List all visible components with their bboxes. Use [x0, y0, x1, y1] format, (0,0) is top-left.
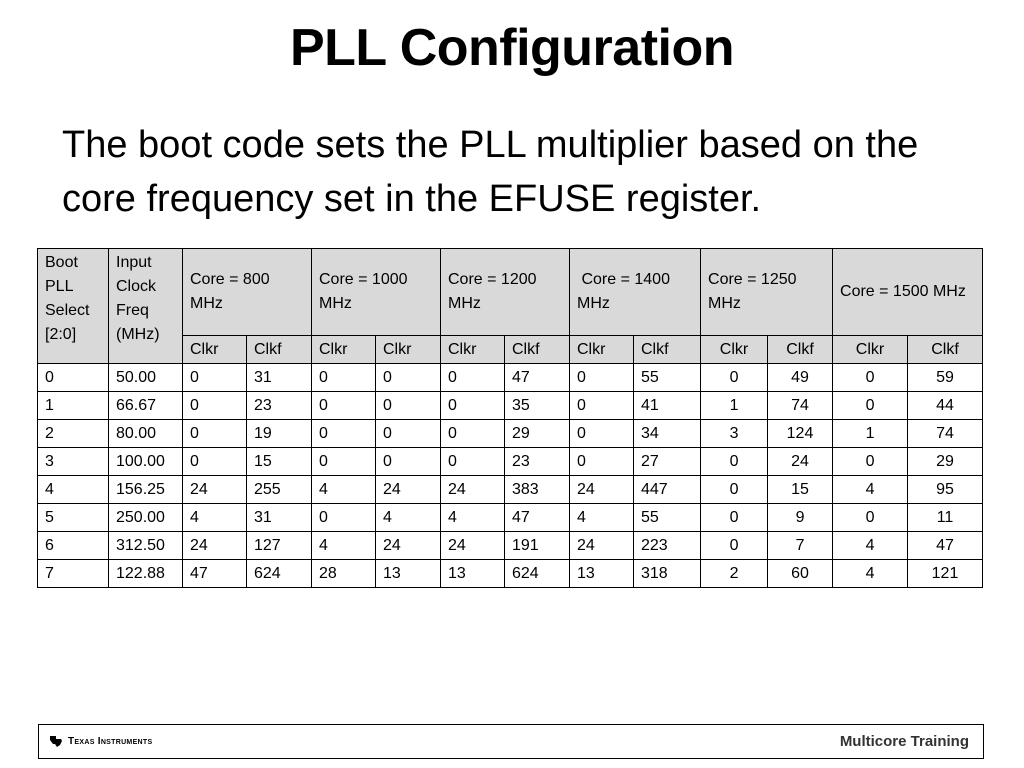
table-cell: 4 [833, 532, 908, 560]
table-cell: 24 [441, 476, 505, 504]
table-cell: 4 [38, 476, 109, 504]
table-cell: 24 [570, 532, 634, 560]
table-row [38, 504, 983, 532]
table-cell: 55 [634, 504, 701, 532]
table-cell: 23 [505, 448, 570, 476]
table-cell: 191 [505, 532, 570, 560]
table-row [38, 420, 983, 448]
texas-instruments-logo [49, 734, 152, 748]
subheader-cell: Clkr [570, 336, 634, 364]
table-cell: 624 [247, 560, 312, 588]
table-cell: 15 [247, 448, 312, 476]
table-cell: 95 [908, 476, 983, 504]
table-cell: 6 [38, 532, 109, 560]
table-cell: 49 [768, 364, 833, 392]
table-cell: 3 [38, 448, 109, 476]
table-cell: 0 [312, 420, 376, 448]
table-cell: 0 [833, 448, 908, 476]
header-core-1250: Core = 1250 MHz [701, 249, 833, 336]
table-cell: 0 [833, 392, 908, 420]
table-cell: 23 [247, 392, 312, 420]
table-cell: 0 [376, 448, 441, 476]
table-cell: 13 [570, 560, 634, 588]
table-cell: 19 [247, 420, 312, 448]
table-cell: 7 [768, 532, 833, 560]
table-cell: 0 [376, 364, 441, 392]
header-core-800: Core = 800 MHz [183, 249, 312, 336]
subheader-cell: Clkf [908, 336, 983, 364]
table-cell: 0 [441, 364, 505, 392]
table-cell: 0 [441, 448, 505, 476]
header-core-1000: Core = 1000 MHz [312, 249, 441, 336]
table-cell: 4 [183, 504, 247, 532]
table-cell: 24 [183, 476, 247, 504]
table-cell: 0 [570, 392, 634, 420]
table-cell: 124 [768, 420, 833, 448]
table-cell: 255 [247, 476, 312, 504]
table-cell: 447 [634, 476, 701, 504]
table-cell: 0 [183, 448, 247, 476]
table-cell: 13 [441, 560, 505, 588]
table-cell: 0 [570, 420, 634, 448]
table-cell: 383 [505, 476, 570, 504]
table-cell: 624 [505, 560, 570, 588]
header-boot-pll-select: Boot PLL Select [2:0] [38, 249, 109, 364]
table-cell: 1 [833, 420, 908, 448]
table-cell: 2 [38, 420, 109, 448]
table-cell: 0 [441, 392, 505, 420]
table-cell: 250.00 [109, 504, 183, 532]
table-cell: 4 [312, 532, 376, 560]
header-core-1200: Core = 1200 MHz [441, 249, 570, 336]
table-cell: 31 [247, 364, 312, 392]
table-cell: 4 [833, 560, 908, 588]
table-cell: 28 [312, 560, 376, 588]
subheader-cell: Clkf [634, 336, 701, 364]
table-cell: 50.00 [109, 364, 183, 392]
header-core-1500: Core = 1500 MHz [833, 249, 983, 336]
table-cell: 34 [634, 420, 701, 448]
table-cell: 0 [441, 420, 505, 448]
table-cell: 4 [570, 504, 634, 532]
table-cell: 7 [38, 560, 109, 588]
table-cell: 318 [634, 560, 701, 588]
table-cell: 80.00 [109, 420, 183, 448]
table-cell: 2 [701, 560, 768, 588]
subheader-cell: Clkr [441, 336, 505, 364]
table-row [38, 392, 983, 420]
table-cell: 5 [38, 504, 109, 532]
table-cell: 59 [908, 364, 983, 392]
subheader-cell: Clkr [701, 336, 768, 364]
table-cell: 44 [908, 392, 983, 420]
subheader-cell: Clkr [312, 336, 376, 364]
table-cell: 122.88 [109, 560, 183, 588]
table-cell: 0 [38, 364, 109, 392]
slide-title: PLL Configuration [289, 19, 735, 77]
table-cell: 0 [570, 448, 634, 476]
table-cell: 0 [701, 476, 768, 504]
table-cell: 9 [768, 504, 833, 532]
table-cell: 0 [570, 364, 634, 392]
header-core-1400: Core = 1400 MHz [570, 249, 701, 336]
table-cell: 4 [376, 504, 441, 532]
table-cell: 0 [312, 504, 376, 532]
table-cell: 1 [38, 392, 109, 420]
table-cell: 24 [570, 476, 634, 504]
slide-subtitle: The boot code sets the PLL multiplier based on the core frequency set in the EFUSE register. [62, 124, 919, 220]
table-cell: 121 [908, 560, 983, 588]
table-cell: 0 [701, 364, 768, 392]
table-cell: 0 [312, 392, 376, 420]
table-cell: 223 [634, 532, 701, 560]
table-row [38, 532, 983, 560]
table-cell: 100.00 [109, 448, 183, 476]
multicore-training-label: Multicore Training [839, 733, 969, 750]
table-cell: 55 [634, 364, 701, 392]
table-cell: 0 [312, 364, 376, 392]
table-cell: 13 [376, 560, 441, 588]
subheader-cell: Clkf [768, 336, 833, 364]
header-input-clock-freq: Input Clock Freq (MHz) [109, 249, 183, 364]
table-cell: 24 [441, 532, 505, 560]
table-cell: 47 [505, 364, 570, 392]
table-cell: 47 [908, 532, 983, 560]
logo-text: Texas Instruments [68, 735, 153, 747]
table-cell: 0 [183, 364, 247, 392]
table-cell: 0 [701, 448, 768, 476]
table-cell: 24 [376, 532, 441, 560]
table-cell: 74 [908, 420, 983, 448]
table-cell: 4 [833, 476, 908, 504]
table-cell: 24 [183, 532, 247, 560]
table-cell: 4 [441, 504, 505, 532]
table-cell: 156.25 [109, 476, 183, 504]
table-row [38, 448, 983, 476]
table-cell: 35 [505, 392, 570, 420]
table-cell: 29 [505, 420, 570, 448]
pll-config-table [37, 248, 983, 588]
table-cell: 47 [183, 560, 247, 588]
table-cell: 0 [312, 448, 376, 476]
table-row [38, 364, 983, 392]
slide-footer [38, 724, 984, 759]
table-cell: 11 [908, 504, 983, 532]
table-cell: 15 [768, 476, 833, 504]
table-cell: 24 [768, 448, 833, 476]
table-cell: 3 [701, 420, 768, 448]
table-cell: 74 [768, 392, 833, 420]
table-cell: 0 [833, 364, 908, 392]
table-cell: 27 [634, 448, 701, 476]
table-cell: 29 [908, 448, 983, 476]
table-cell: 60 [768, 560, 833, 588]
table-header-row [38, 249, 983, 336]
table-row [38, 476, 983, 504]
table-cell: 0 [701, 532, 768, 560]
table-cell: 31 [247, 504, 312, 532]
table-cell: 4 [312, 476, 376, 504]
texas-state-icon [49, 734, 63, 748]
table-row [38, 560, 983, 588]
table-cell: 24 [376, 476, 441, 504]
table-cell: 1 [701, 392, 768, 420]
table-cell: 66.67 [109, 392, 183, 420]
subheader-cell: Clkr [376, 336, 441, 364]
subheader-cell: Clkr [183, 336, 247, 364]
table-cell: 47 [505, 504, 570, 532]
subheader-cell: Clkr [833, 336, 908, 364]
table-cell: 0 [701, 504, 768, 532]
table-cell: 127 [247, 532, 312, 560]
subheader-cell: Clkf [505, 336, 570, 364]
table-cell: 0 [376, 420, 441, 448]
table-cell: 0 [833, 504, 908, 532]
table-cell: 0 [183, 420, 247, 448]
table-cell: 0 [183, 392, 247, 420]
table-cell: 0 [376, 392, 441, 420]
subheader-cell: Clkf [247, 336, 312, 364]
table-cell: 312.50 [109, 532, 183, 560]
table-cell: 41 [634, 392, 701, 420]
